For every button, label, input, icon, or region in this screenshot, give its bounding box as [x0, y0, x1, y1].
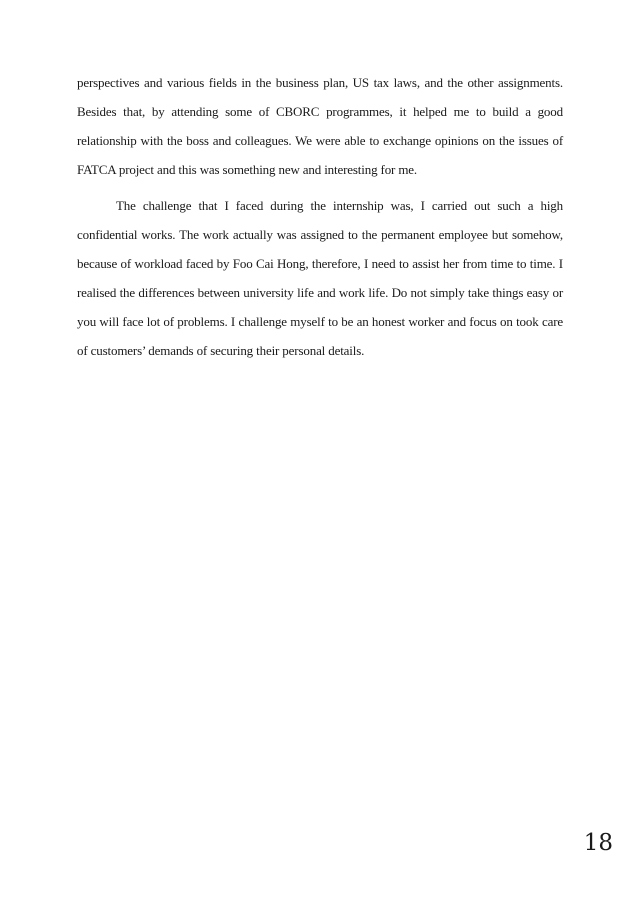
paragraph-internship-challenge: The challenge that I faced during the internship was, I carried out such a high confidential works. The work actually was assigned to the permanent employee but somehow, because of workload faced by Foo Cai Hong, therefore, I need to assist her from time to time. I realised the differences between university life and work life. Do not simply take things easy or you will face lot of problems. I challenge myself to be an honest worker and focus on took care of customers’ demands of securing their personal details. [77, 198, 563, 358]
body-text [77, 68, 563, 365]
paragraph-continuation: perspectives and various fields in the business plan, US tax laws, and the other assignments. Besides that, by attending some of CBORC programmes, it helped me to build a good relationship with the boss and colleagues. We were able to exchange opinions on the issues of FATCA project and this was something new and interesting for me. [77, 75, 563, 177]
page-number: 18 [583, 830, 613, 856]
